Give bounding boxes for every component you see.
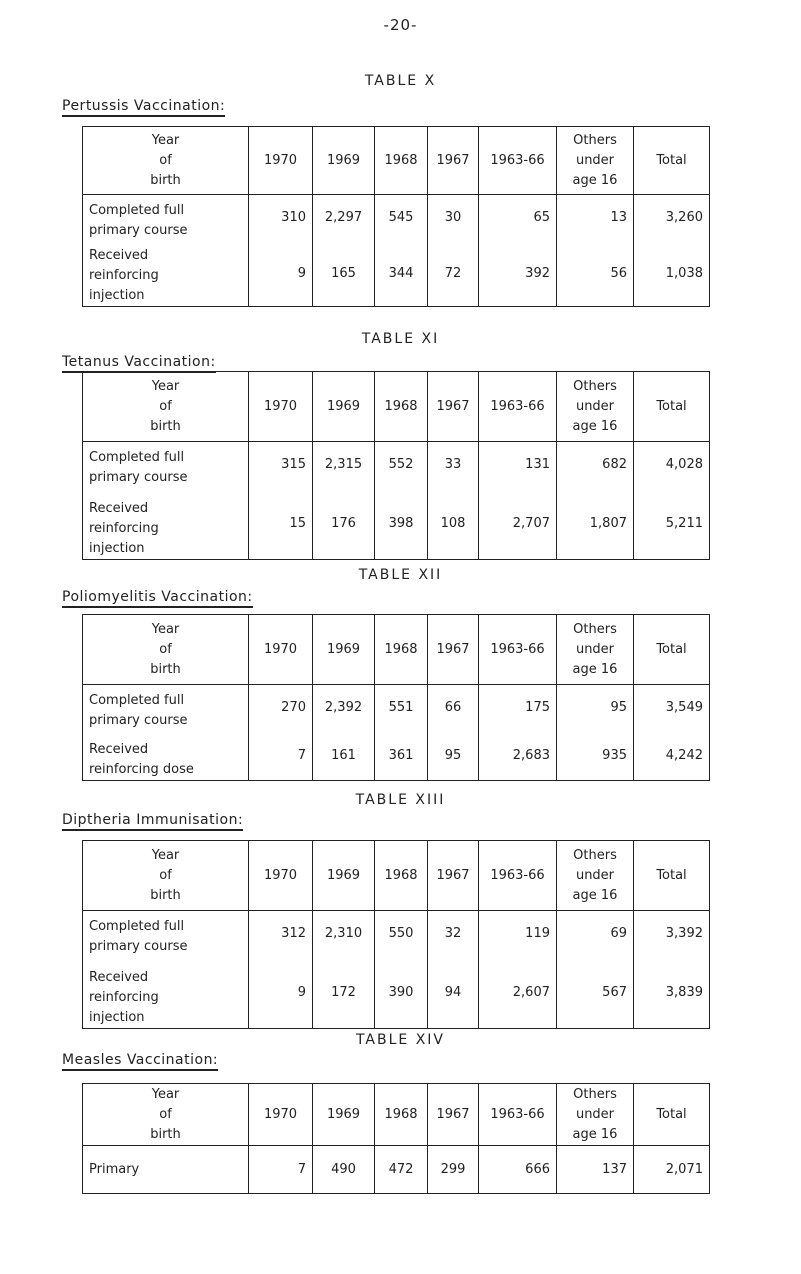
table-cell: 95 (428, 731, 479, 781)
row-label-line: reinforcing (89, 521, 159, 536)
header-year-of-birth (83, 127, 249, 195)
table-row (83, 911, 710, 957)
header-others-line: age 16 (572, 887, 618, 903)
table-row (83, 241, 710, 307)
table-cell: 65 (479, 195, 557, 241)
header-others-under-16 (557, 615, 634, 685)
header-c1968: 1968 (375, 127, 428, 195)
row-label-line: Primary (89, 1161, 140, 1177)
header-c1968: 1968 (375, 1084, 428, 1146)
table-cell: 2,310 (313, 911, 375, 957)
header-others-line: Others (573, 621, 617, 637)
header-c1968: 1968 (375, 615, 428, 685)
section-heading (62, 1052, 218, 1068)
table-cell: 344 (375, 241, 428, 307)
table-cell: 315 (249, 442, 313, 488)
row-label-line: primary course (89, 938, 188, 954)
row-label-line: Received (89, 970, 149, 985)
table-cell: 567 (557, 957, 634, 1029)
header-others-line: Others (573, 847, 617, 863)
header-total: Total (634, 127, 710, 195)
table-cell: 2,392 (313, 685, 375, 731)
table-cell: 392 (479, 241, 557, 307)
page-number: -20- (383, 16, 418, 34)
header-others-line: Others (573, 132, 617, 148)
table-title: TABLE XIII (355, 792, 446, 808)
table-cell: 666 (479, 1146, 557, 1194)
table-cell: 33 (428, 442, 479, 488)
header-c1967: 1967 (428, 1084, 479, 1146)
table-cell: 56 (557, 241, 634, 307)
header-row (83, 372, 710, 442)
header-c6366: 1963-66 (479, 841, 557, 911)
table-cell: 7 (249, 1146, 313, 1194)
header-year-line: of (159, 641, 172, 657)
table-cell: 119 (479, 911, 557, 957)
header-c6366: 1963-66 (479, 615, 557, 685)
vaccination-table (82, 1083, 710, 1194)
table-cell: 95 (557, 685, 634, 731)
row-label (83, 195, 249, 241)
table-row (83, 685, 710, 731)
header-others-under-16 (557, 841, 634, 911)
table-cell: 550 (375, 911, 428, 957)
header-year-line: Year (151, 847, 180, 863)
header-c1970: 1970 (249, 1084, 313, 1146)
table-cell: 545 (375, 195, 428, 241)
section-heading (62, 812, 243, 828)
row-label-line: reinforcing dose (89, 762, 194, 777)
vaccination-table (82, 371, 710, 560)
table-cell: 390 (375, 957, 428, 1029)
table-cell: 7 (249, 731, 313, 781)
table-cell: 312 (249, 911, 313, 957)
table-title: TABLE XI (361, 331, 440, 347)
header-c1969: 1969 (313, 615, 375, 685)
table-cell: 5,211 (634, 488, 710, 560)
row-label (83, 911, 249, 957)
table-cell: 552 (375, 442, 428, 488)
section-heading-text: Poliomyelitis Vaccination: (62, 589, 253, 608)
header-year-line: birth (150, 418, 181, 434)
section-heading (62, 354, 216, 370)
row-label (83, 241, 249, 307)
section-heading (62, 98, 225, 114)
section-heading-text: Pertussis Vaccination: (62, 98, 225, 117)
header-c1970: 1970 (249, 615, 313, 685)
table-cell: 94 (428, 957, 479, 1029)
header-year-line: of (159, 867, 172, 883)
table-cell: 165 (313, 241, 375, 307)
header-c1968: 1968 (375, 841, 428, 911)
header-others-line: under (575, 641, 615, 657)
header-others-line: Others (573, 378, 617, 394)
header-others-line: age 16 (572, 661, 618, 677)
header-year-line: birth (150, 172, 181, 188)
table-cell: 490 (313, 1146, 375, 1194)
table-cell: 32 (428, 911, 479, 957)
header-others-line: under (575, 1106, 615, 1122)
header-others-line: under (575, 398, 615, 414)
header-c1967: 1967 (428, 127, 479, 195)
header-year-line: birth (150, 887, 181, 903)
table-cell: 1,807 (557, 488, 634, 560)
header-c1970: 1970 (249, 127, 313, 195)
table-cell: 172 (313, 957, 375, 1029)
row-label-line: injection (89, 288, 145, 303)
header-year-line: of (159, 1106, 172, 1122)
table-cell: 682 (557, 442, 634, 488)
header-c6366: 1963-66 (479, 372, 557, 442)
header-row (83, 1084, 710, 1146)
section-heading (62, 589, 253, 605)
table-cell: 3,549 (634, 685, 710, 731)
header-c1969: 1969 (313, 372, 375, 442)
header-others-line: under (575, 867, 615, 883)
table-cell: 2,683 (479, 731, 557, 781)
table-body (83, 685, 710, 781)
section-heading-text: Diptheria Immunisation: (62, 812, 243, 831)
header-year-line: of (159, 152, 172, 168)
row-label (83, 442, 249, 488)
table-cell: 310 (249, 195, 313, 241)
table-title: TABLE XII (358, 567, 443, 583)
row-label-line: injection (89, 1010, 145, 1025)
header-total: Total (634, 1084, 710, 1146)
table-cell: 2,607 (479, 957, 557, 1029)
vaccination-table (82, 614, 710, 781)
table-row (83, 731, 710, 781)
row-label-line: Received (89, 248, 149, 263)
table-header (83, 372, 710, 442)
table-cell: 176 (313, 488, 375, 560)
table-cell: 175 (479, 685, 557, 731)
header-total: Total (634, 615, 710, 685)
table-cell: 2,315 (313, 442, 375, 488)
table-cell: 66 (428, 685, 479, 731)
header-c1967: 1967 (428, 841, 479, 911)
table-body (83, 911, 710, 1029)
row-label-line: Received (89, 742, 149, 757)
row-label (83, 731, 249, 781)
header-c1967: 1967 (428, 615, 479, 685)
table-cell: 361 (375, 731, 428, 781)
table-cell: 3,260 (634, 195, 710, 241)
vaccination-table (82, 126, 710, 307)
table-cell: 9 (249, 241, 313, 307)
header-year-line: of (159, 398, 172, 414)
header-total: Total (634, 372, 710, 442)
vaccination-table (82, 840, 710, 1029)
header-year-line: Year (151, 132, 180, 148)
table-cell: 2,297 (313, 195, 375, 241)
table-cell: 137 (557, 1146, 634, 1194)
table-title: TABLE XIV (355, 1032, 446, 1048)
header-others-under-16 (557, 1084, 634, 1146)
table-cell: 4,028 (634, 442, 710, 488)
header-others-line: under (575, 152, 615, 168)
table-cell: 270 (249, 685, 313, 731)
row-label-line: primary course (89, 712, 188, 728)
header-year-line: Year (151, 378, 180, 394)
header-year-line: Year (151, 1086, 180, 1102)
table-cell: 72 (428, 241, 479, 307)
header-row (83, 127, 710, 195)
row-label (83, 685, 249, 731)
row-label (83, 1146, 249, 1194)
table-cell: 1,038 (634, 241, 710, 307)
table-row (83, 1146, 710, 1194)
row-label-line: Completed full (89, 449, 185, 465)
row-label-line: reinforcing (89, 268, 159, 283)
table-body (83, 195, 710, 307)
table-header (83, 1084, 710, 1146)
row-label (83, 957, 249, 1029)
header-year-of-birth (83, 1084, 249, 1146)
row-label-line: Received (89, 501, 149, 516)
table-cell: 472 (375, 1146, 428, 1194)
header-year-of-birth (83, 615, 249, 685)
table-header (83, 841, 710, 911)
table-header (83, 615, 710, 685)
row-label-line: injection (89, 541, 145, 556)
header-c1969: 1969 (313, 127, 375, 195)
header-c1970: 1970 (249, 372, 313, 442)
row-label-line: Completed full (89, 918, 185, 934)
table-cell: 161 (313, 731, 375, 781)
header-others-line: age 16 (572, 172, 618, 188)
table-cell: 3,839 (634, 957, 710, 1029)
header-row (83, 841, 710, 911)
table-cell: 108 (428, 488, 479, 560)
table-cell: 9 (249, 957, 313, 1029)
table-row (83, 195, 710, 241)
section-heading-text: Measles Vaccination: (62, 1052, 218, 1071)
table-cell: 2,707 (479, 488, 557, 560)
row-label-line: reinforcing (89, 990, 159, 1005)
table-header (83, 127, 710, 195)
table-cell: 2,071 (634, 1146, 710, 1194)
table-cell: 4,242 (634, 731, 710, 781)
header-total: Total (634, 841, 710, 911)
header-others-under-16 (557, 372, 634, 442)
table-cell: 3,392 (634, 911, 710, 957)
header-c1969: 1969 (313, 1084, 375, 1146)
table-cell: 15 (249, 488, 313, 560)
header-c6366: 1963-66 (479, 1084, 557, 1146)
header-others-line: age 16 (572, 418, 618, 434)
header-year-line: Year (151, 621, 180, 637)
header-year-of-birth (83, 372, 249, 442)
row-label-line: Completed full (89, 692, 185, 708)
header-year-line: birth (150, 1126, 181, 1142)
table-row (83, 488, 710, 560)
header-year-of-birth (83, 841, 249, 911)
header-c1970: 1970 (249, 841, 313, 911)
table-cell: 30 (428, 195, 479, 241)
row-label-line: Completed full (89, 202, 185, 218)
table-cell: 299 (428, 1146, 479, 1194)
table-cell: 69 (557, 911, 634, 957)
header-c1968: 1968 (375, 372, 428, 442)
header-others-line: age 16 (572, 1126, 618, 1142)
table-body (83, 442, 710, 560)
table-cell: 13 (557, 195, 634, 241)
row-label (83, 488, 249, 560)
table-row (83, 442, 710, 488)
header-year-line: birth (150, 661, 181, 677)
section-heading-text: Tetanus Vaccination: (62, 354, 216, 373)
table-cell: 131 (479, 442, 557, 488)
table-cell: 398 (375, 488, 428, 560)
header-c6366: 1963-66 (479, 127, 557, 195)
header-c1967: 1967 (428, 372, 479, 442)
table-row (83, 957, 710, 1029)
row-label-line: primary course (89, 469, 188, 485)
header-others-line: Others (573, 1086, 617, 1102)
header-others-under-16 (557, 127, 634, 195)
header-row (83, 615, 710, 685)
table-title: TABLE X (364, 73, 437, 89)
table-body (83, 1146, 710, 1194)
header-c1969: 1969 (313, 841, 375, 911)
table-cell: 935 (557, 731, 634, 781)
table-cell: 551 (375, 685, 428, 731)
row-label-line: primary course (89, 222, 188, 238)
